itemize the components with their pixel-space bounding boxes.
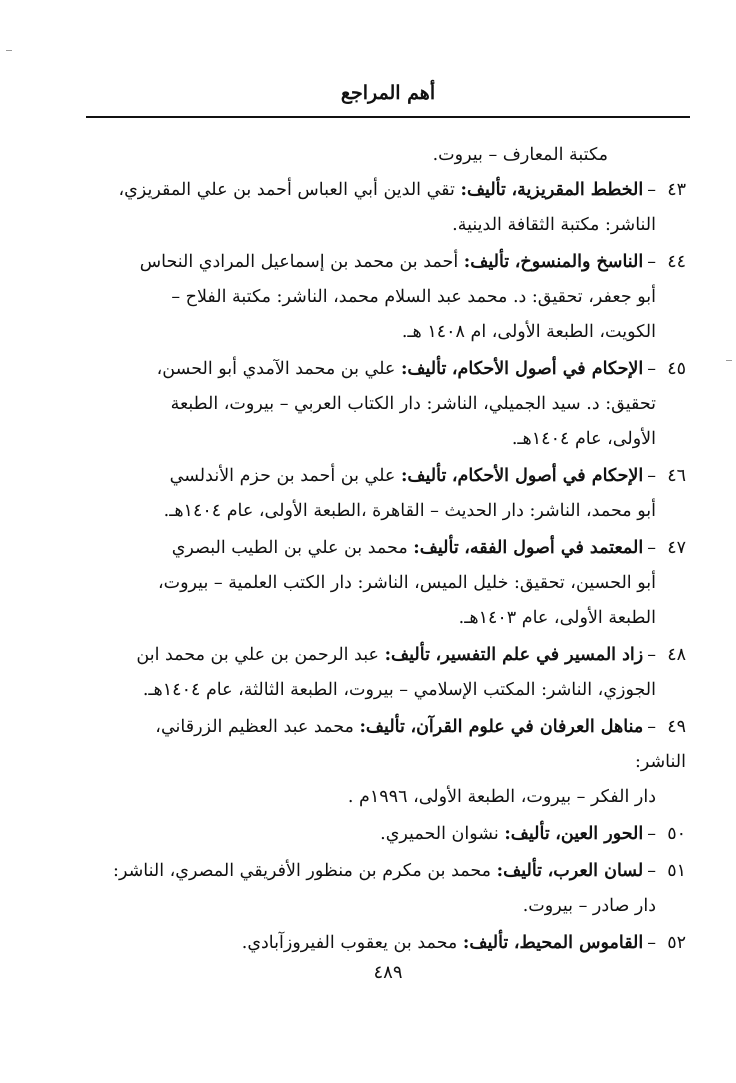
entry-text: نشوان الحميري. [380, 824, 499, 844]
entry-author-label: تأليف: [462, 933, 509, 953]
reference-entry [100, 352, 686, 457]
entry-author-label: تأليف: [400, 466, 447, 486]
entry-text: محمد بن يعقوب الفيروزآبادي. [241, 933, 458, 953]
entry-text: محمد عبد العظيم الزرقاني، الناشر: [155, 717, 686, 772]
references-list [100, 138, 686, 963]
entry-text: محمد بن مكرم بن منظور الأفريقي المصري، الناشر: [113, 861, 492, 881]
entry-first-line [100, 710, 686, 780]
margin-mark [726, 360, 732, 361]
entry-dash: – [647, 466, 656, 486]
entry-text: عبد الرحمن بن علي بن محمد ابن [136, 645, 379, 665]
reference-entry [100, 173, 686, 243]
entry-number: ٤٩ [667, 717, 686, 737]
entry-continuation-line: دار صادر – بيروت. [522, 896, 656, 916]
entry-continuation-line: الطبعة الأولى، عام ١٤٠٣هـ. [458, 608, 656, 628]
entry-text: علي بن أحمد بن حزم الأندلسي [169, 466, 396, 486]
entry-number: ٤٨ [667, 645, 686, 665]
running-header-title: أهم المراجع [340, 82, 436, 104]
entry-text: علي بن محمد الآمدي أبو الحسن، [156, 359, 396, 379]
entry-continuation-line: أبو الحسين، تحقيق: خليل الميس، الناشر: دار الكتب العلمية – بيروت، [157, 573, 656, 593]
reference-entry [100, 926, 686, 961]
reference-entry [100, 817, 686, 852]
entry-author-label: تأليف: [496, 861, 543, 881]
entry-title: الحور العين، [555, 824, 644, 844]
reference-entry [100, 854, 686, 924]
entry-continuation-line: أبو جعفر، تحقيق: د. محمد عبد السلام محمد، الناشر: مكتبة الفلاح – [171, 287, 656, 307]
entry-dash: – [647, 645, 656, 665]
entry-number: ٥٢ [667, 933, 686, 953]
entry-first-line [100, 638, 686, 673]
entry-first-line [100, 926, 686, 961]
entry-number: ٥١ [667, 861, 686, 881]
continuation-line: مكتبة المعارف – بيروت. [432, 145, 608, 165]
entry-author-label: تأليف: [463, 252, 510, 272]
entry-first-line [100, 173, 686, 208]
entries-container [100, 173, 686, 961]
reference-entry [100, 245, 686, 350]
entry-continuation-line: الأولى، عام ١٤٠٤هـ. [511, 429, 656, 449]
entry-number: ٤٥ [667, 359, 686, 379]
entry-first-line [100, 854, 686, 889]
entry-number: ٤٦ [667, 466, 686, 486]
entry-title: الإحكام في أصول الأحكام، [451, 466, 644, 486]
entry-number: ٤٣ [667, 180, 686, 200]
entry-dash: – [647, 180, 656, 200]
entry-continuation-line: أبو محمد، الناشر: دار الحديث – القاهرة ،الطبعة الأولى، عام ١٤٠٤هـ. [163, 501, 656, 521]
entry-dash: – [647, 824, 656, 844]
entry-dash: – [647, 359, 656, 379]
entry-first-line [100, 531, 686, 566]
entry-first-line [100, 352, 686, 387]
reference-entry [100, 531, 686, 636]
entry-text: أحمد بن محمد بن إسماعيل المرادي النحاس [139, 252, 459, 272]
entry-author-label: تأليف: [384, 645, 430, 665]
entry-first-line [100, 817, 686, 852]
reference-entry [100, 459, 686, 529]
entry-number: ٤٧ [667, 538, 686, 558]
entry-continuation-line: دار الفكر – بيروت، الطبعة الأولى، ١٩٩٦م . [347, 787, 656, 807]
entry-author-label: تأليف: [504, 824, 550, 844]
entry-title: القاموس المحيط، [513, 933, 644, 953]
header-rule [86, 116, 690, 118]
entry-number: ٤٤ [667, 252, 686, 272]
entry-first-line [100, 459, 686, 494]
entry-author-label: تأليف: [460, 180, 506, 200]
entry-continuation-line: تحقيق: د. سيد الجميلي، الناشر: دار الكتاب العربي – بيروت، الطبعة [170, 394, 656, 414]
entry-continuation-line: الجوزي، الناشر: المكتب الإسلامي – بيروت، الطبعة الثالثة، عام ١٤٠٤هـ. [142, 680, 656, 700]
entry-author-label: تأليف: [413, 538, 459, 558]
entry-title: مناهل العرفان في علوم القرآن، [410, 717, 644, 737]
entry-number: ٥٠ [667, 824, 686, 844]
entry-title: الخطط المقريزية، [511, 180, 644, 200]
entry-author-label: تأليف: [359, 717, 405, 737]
entry-first-line [100, 245, 686, 280]
margin-mark [6, 50, 12, 51]
entry-text: محمد بن علي بن الطيب البصري [171, 538, 408, 558]
entry-continuation-line: الناشر: مكتبة الثقافة الدينية. [452, 215, 656, 235]
entry-title: المعتمد في أصول الفقه، [464, 538, 644, 558]
entry-title: الناسخ والمنسوخ، [514, 252, 644, 272]
reference-entry [100, 638, 686, 708]
entry-dash: – [647, 538, 656, 558]
entry-text: تقي الدين أبي العباس أحمد بن علي المقريزي، [118, 180, 455, 200]
entry-continuation-line: الكويت، الطبعة الأولى، ام ١٤٠٨ هـ. [401, 322, 656, 342]
entry-title: الإحكام في أصول الأحكام، [451, 359, 644, 379]
entry-title: لسان العرب، [547, 861, 644, 881]
entry-dash: – [647, 933, 656, 953]
entry-dash: – [647, 252, 656, 272]
entry-dash: – [647, 717, 656, 737]
reference-entry [100, 710, 686, 815]
page-number: ٤٨٩ [373, 962, 403, 983]
entry-title: زاد المسير في علم التفسير، [435, 645, 644, 665]
entry-dash: – [647, 861, 656, 881]
entry-author-label: تأليف: [400, 359, 447, 379]
